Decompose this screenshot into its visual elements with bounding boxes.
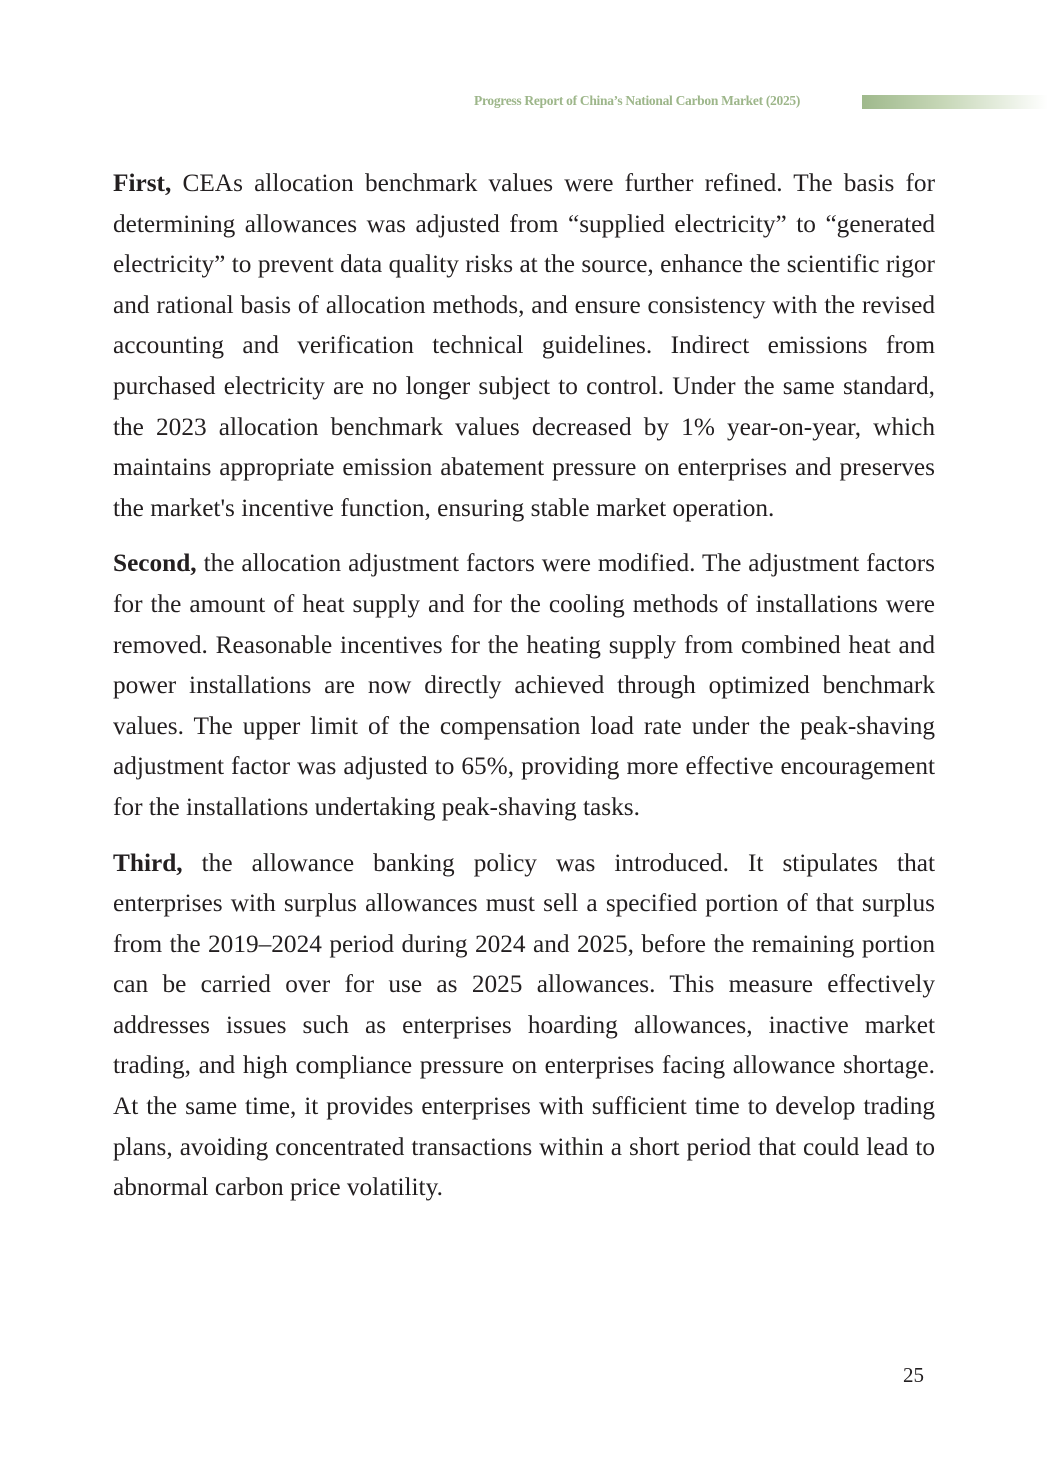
paragraph-text: the allocation adjustment factors were modified. The adjustment factors for the amount of heat supply and for the cooling methods of installations were removed. Reasonable incentives for the heating supply from combined heat and power installations are now directly achieved through optimized benchmark values. The upper limit of the compensation load rate under the peak-shaving adjustment factor was adjusted to 65%, providing more effective encouragement for the installations undertaking peak-shaving tasks. xyxy=(113,549,935,821)
paragraph-lead: Third, xyxy=(113,848,183,877)
paragraph-third xyxy=(113,843,935,1208)
paragraph-second xyxy=(113,543,935,827)
header-gradient-bar xyxy=(862,95,1048,109)
running-header-title: Progress Report of China’s National Carbon Market (2025) xyxy=(474,93,801,108)
page-number: 25 xyxy=(903,1363,924,1387)
paragraph-text: the allowance banking policy was introduced. It stipulates that enterprises with surplus allowances must sell a specified portion of that surplus from the 2019–2024 period during 2024 and 2025, before the remaining portion can be carried over for use as 2025 allowances. This measure effectively addresses issues such as enterprises hoarding allowances, inactive market trading, and high compliance pressure on enterprises facing allowance shortage. At the same time, it provides enterprises with sufficient time to develop trading plans, avoiding concentrated transactions within a short period that could lead to abnormal carbon price volatility. xyxy=(113,848,935,1202)
paragraph-lead: First, xyxy=(113,169,172,197)
paragraph-text: CEAs allocation benchmark values were further refined. The basis for determining allowances was adjusted from “supplied electricity” to “generated electricity” to prevent data quality risks at the source, enhance the scientific rigor and rational basis of allocation methods, and ensure consistency with the revised accounting and verification technical guidelines. Indirect emissions from purchased electricity are no longer subject to control. Under the same standard, the 2023 allocation benchmark values decreased by 1% year-on-year, which maintains appropriate emission abatement pressure on enterprises and preserves the market's incentive function, ensuring stable market operation. xyxy=(113,169,935,522)
body-text xyxy=(113,163,935,1223)
paragraph-first xyxy=(113,163,935,528)
paragraph-lead: Second, xyxy=(113,549,197,578)
